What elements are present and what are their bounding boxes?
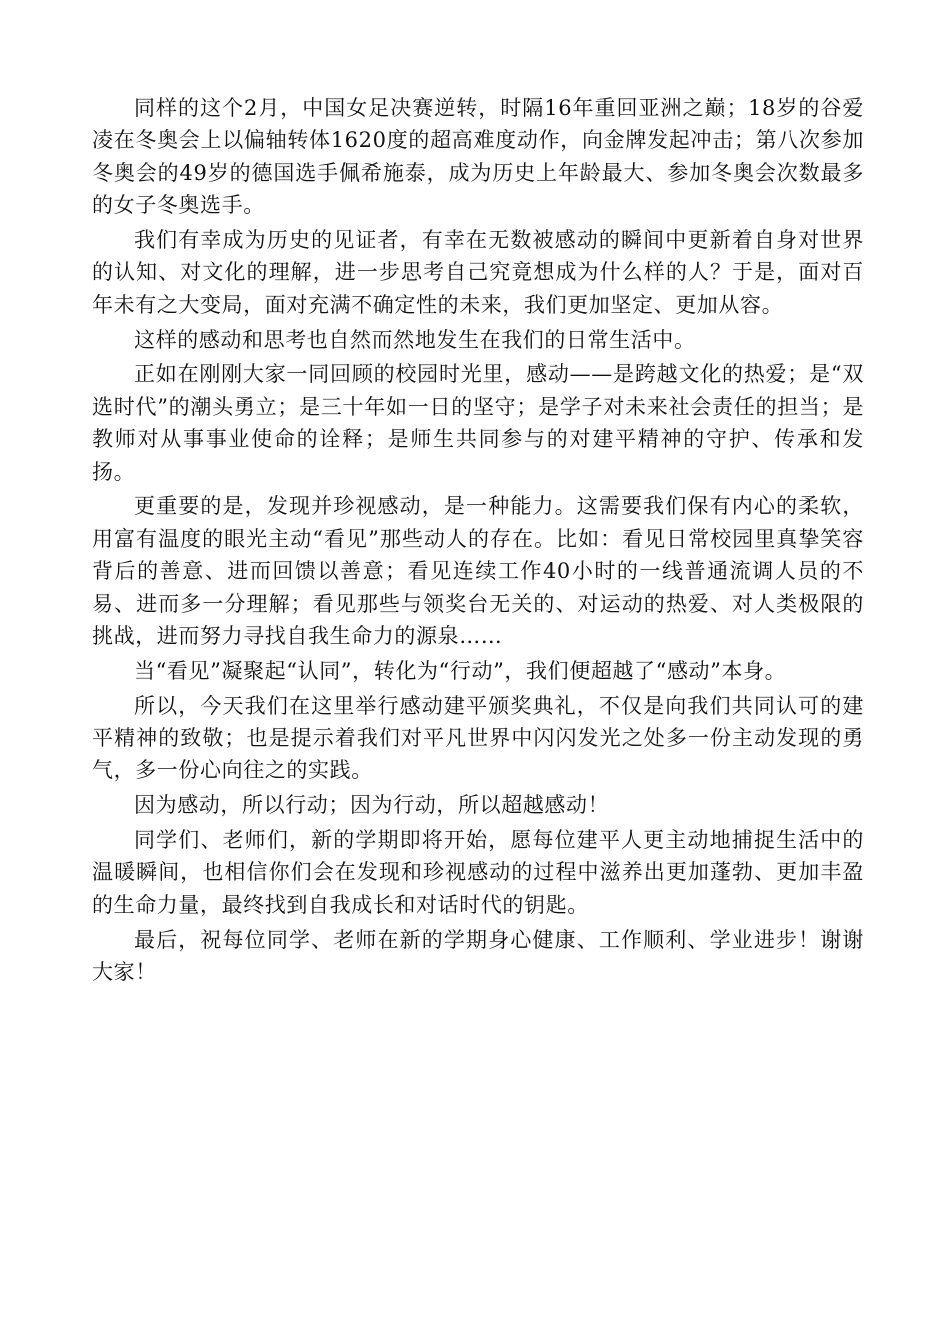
paragraph: 正如在刚刚大家一同回顾的校园时光里，感动——是跨越文化的热爱；是“双选时代”的潮头勇立；是三十年如一日的坚守；是学子对未来社会责任的担当；是教师对从事事业使命的诠释；是师生共同参与的对建平精神的守护、传承和发扬。 [92, 362, 864, 484]
paragraph: 同样的这个2月，中国女足决赛逆转，时隔16年重回亚洲之巅；18岁的谷爱凌在冬奥会上以偏轴转体1620度的超高难度动作，向金牌发起冲击；第八次参加冬奥会的49岁的德国选手佩希施泰，成为历史上年龄最大、参加冬奥会次数最多的女子冬奥选手。 [92, 96, 864, 218]
paragraph: 这样的感动和思考也自然而然地发生在我们的日常生活中。 [134, 327, 696, 352]
paragraph: 因为感动，所以行动；因为行动，所以超越感动！ [134, 793, 610, 818]
paragraph: 所以，今天我们在这里举行感动建平颁奖典礼，不仅是向我们共同认可的建平精神的致敬；也是提示着我们对平凡世界中闪闪发光之处多一份主动发现的勇气，多一份心向往之的实践。 [92, 693, 864, 783]
paragraph: 当“看见”凝聚起“认同”，转化为“行动”，我们便超越了“感动”本身。 [134, 658, 787, 683]
document-body [92, 92, 864, 991]
paragraph: 最后，祝每位同学、老师在新的学期身心健康、工作顺利、学业进步！谢谢大家！ [92, 927, 864, 985]
paragraph: 同学们、老师们，新的学期即将开始，愿每位建平人更主动地捕捉生活中的温暖瞬间，也相信你们会在发现和珍视感动的过程中滋养出更加蓬勃、更加丰盈的生命力量，最终找到自我成长和对话时代的钥匙。 [92, 828, 864, 917]
paragraph: 更重要的是，发现并珍视感动，是一种能力。这需要我们保有内心的柔软，用富有温度的眼光主动“看见”那些动人的存在。比如：看见日常校园里真挚笑容背后的善意、进而回馈以善意；看见连续工作40小时的一线普通流调人员的不易、进而多一分理解；看见那些与领奖台无关的、对运动的热爱、对人类极限的挑战，进而努力寻找自我生命力的源泉…… [92, 494, 864, 649]
paragraph: 我们有幸成为历史的见证者，有幸在无数被感动的瞬间中更新着自身对世界的认知、对文化的理解，进一步思考自己究竟想成为什么样的人？于是，面对百年未有之大变局，面对充满不确定性的未来，我们更加坚定、更加从容。 [92, 228, 864, 317]
